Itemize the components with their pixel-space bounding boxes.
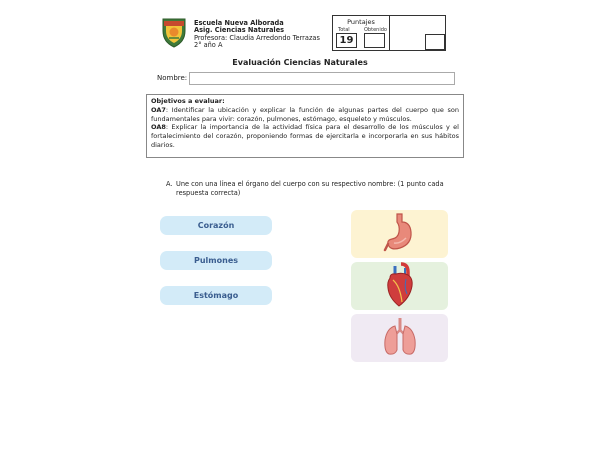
card-stomach[interactable]: [351, 210, 448, 258]
name-input[interactable]: [189, 72, 455, 85]
stomach-icon: [380, 210, 420, 256]
question-letter: A.: [166, 180, 173, 188]
oa7-code: OA7: [151, 105, 166, 114]
objectives-heading: Objetivos a evaluar:: [151, 97, 225, 105]
score-title: Puntajes: [347, 18, 375, 26]
oa7-text: : Identificar la ubicación y explicar la función de algunas partes del cuerpo que son fundamentales para vivir: corazón, pulmones, estómago, esqueleto y músculos.: [151, 105, 459, 123]
obtained-label: Obtenido: [364, 27, 387, 33]
option-estomago[interactable]: Estómago: [160, 286, 272, 305]
option-pulmones[interactable]: Pulmones: [160, 251, 272, 270]
heart-icon: [380, 262, 420, 310]
oa8-code: OA8: [151, 123, 166, 132]
oa8-text: : Explicar la importancia de la actividad física para el desarrollo de los músculos y el fortalecimiento del corazón, proponiendo formas de ejercitarla e incorporarla en sus hábitos diarios.: [151, 123, 459, 149]
school-info: [194, 20, 320, 50]
card-heart[interactable]: [351, 262, 448, 310]
school-crest-icon: [161, 17, 187, 48]
objective-oa7: [151, 106, 459, 124]
question-text: Une con una línea el órgano del cuerpo con su respectivo nombre: (1 punto cada respuesta correcta): [176, 180, 444, 197]
total-label: Total: [338, 27, 350, 33]
score-box: [332, 15, 446, 51]
teacher-name: Profesora: Claudia Arredondo Terrazas: [194, 33, 320, 42]
obtained-score[interactable]: [364, 33, 385, 48]
total-score: 19: [336, 33, 357, 48]
name-label: Nombre:: [157, 74, 188, 82]
option-corazon[interactable]: Corazón: [160, 216, 272, 235]
page-title: Evaluación Ciencias Naturales: [232, 58, 368, 67]
subject-name: Asig. Ciencias Naturales: [194, 26, 285, 35]
lungs-icon: [379, 314, 421, 360]
grade-box[interactable]: [425, 34, 445, 50]
school-name: Escuela Nueva Alborada: [194, 19, 284, 27]
objective-oa8: [151, 123, 459, 149]
card-lungs[interactable]: [351, 314, 448, 362]
grade: 2° año A: [194, 41, 223, 50]
objectives-box: [146, 94, 464, 158]
